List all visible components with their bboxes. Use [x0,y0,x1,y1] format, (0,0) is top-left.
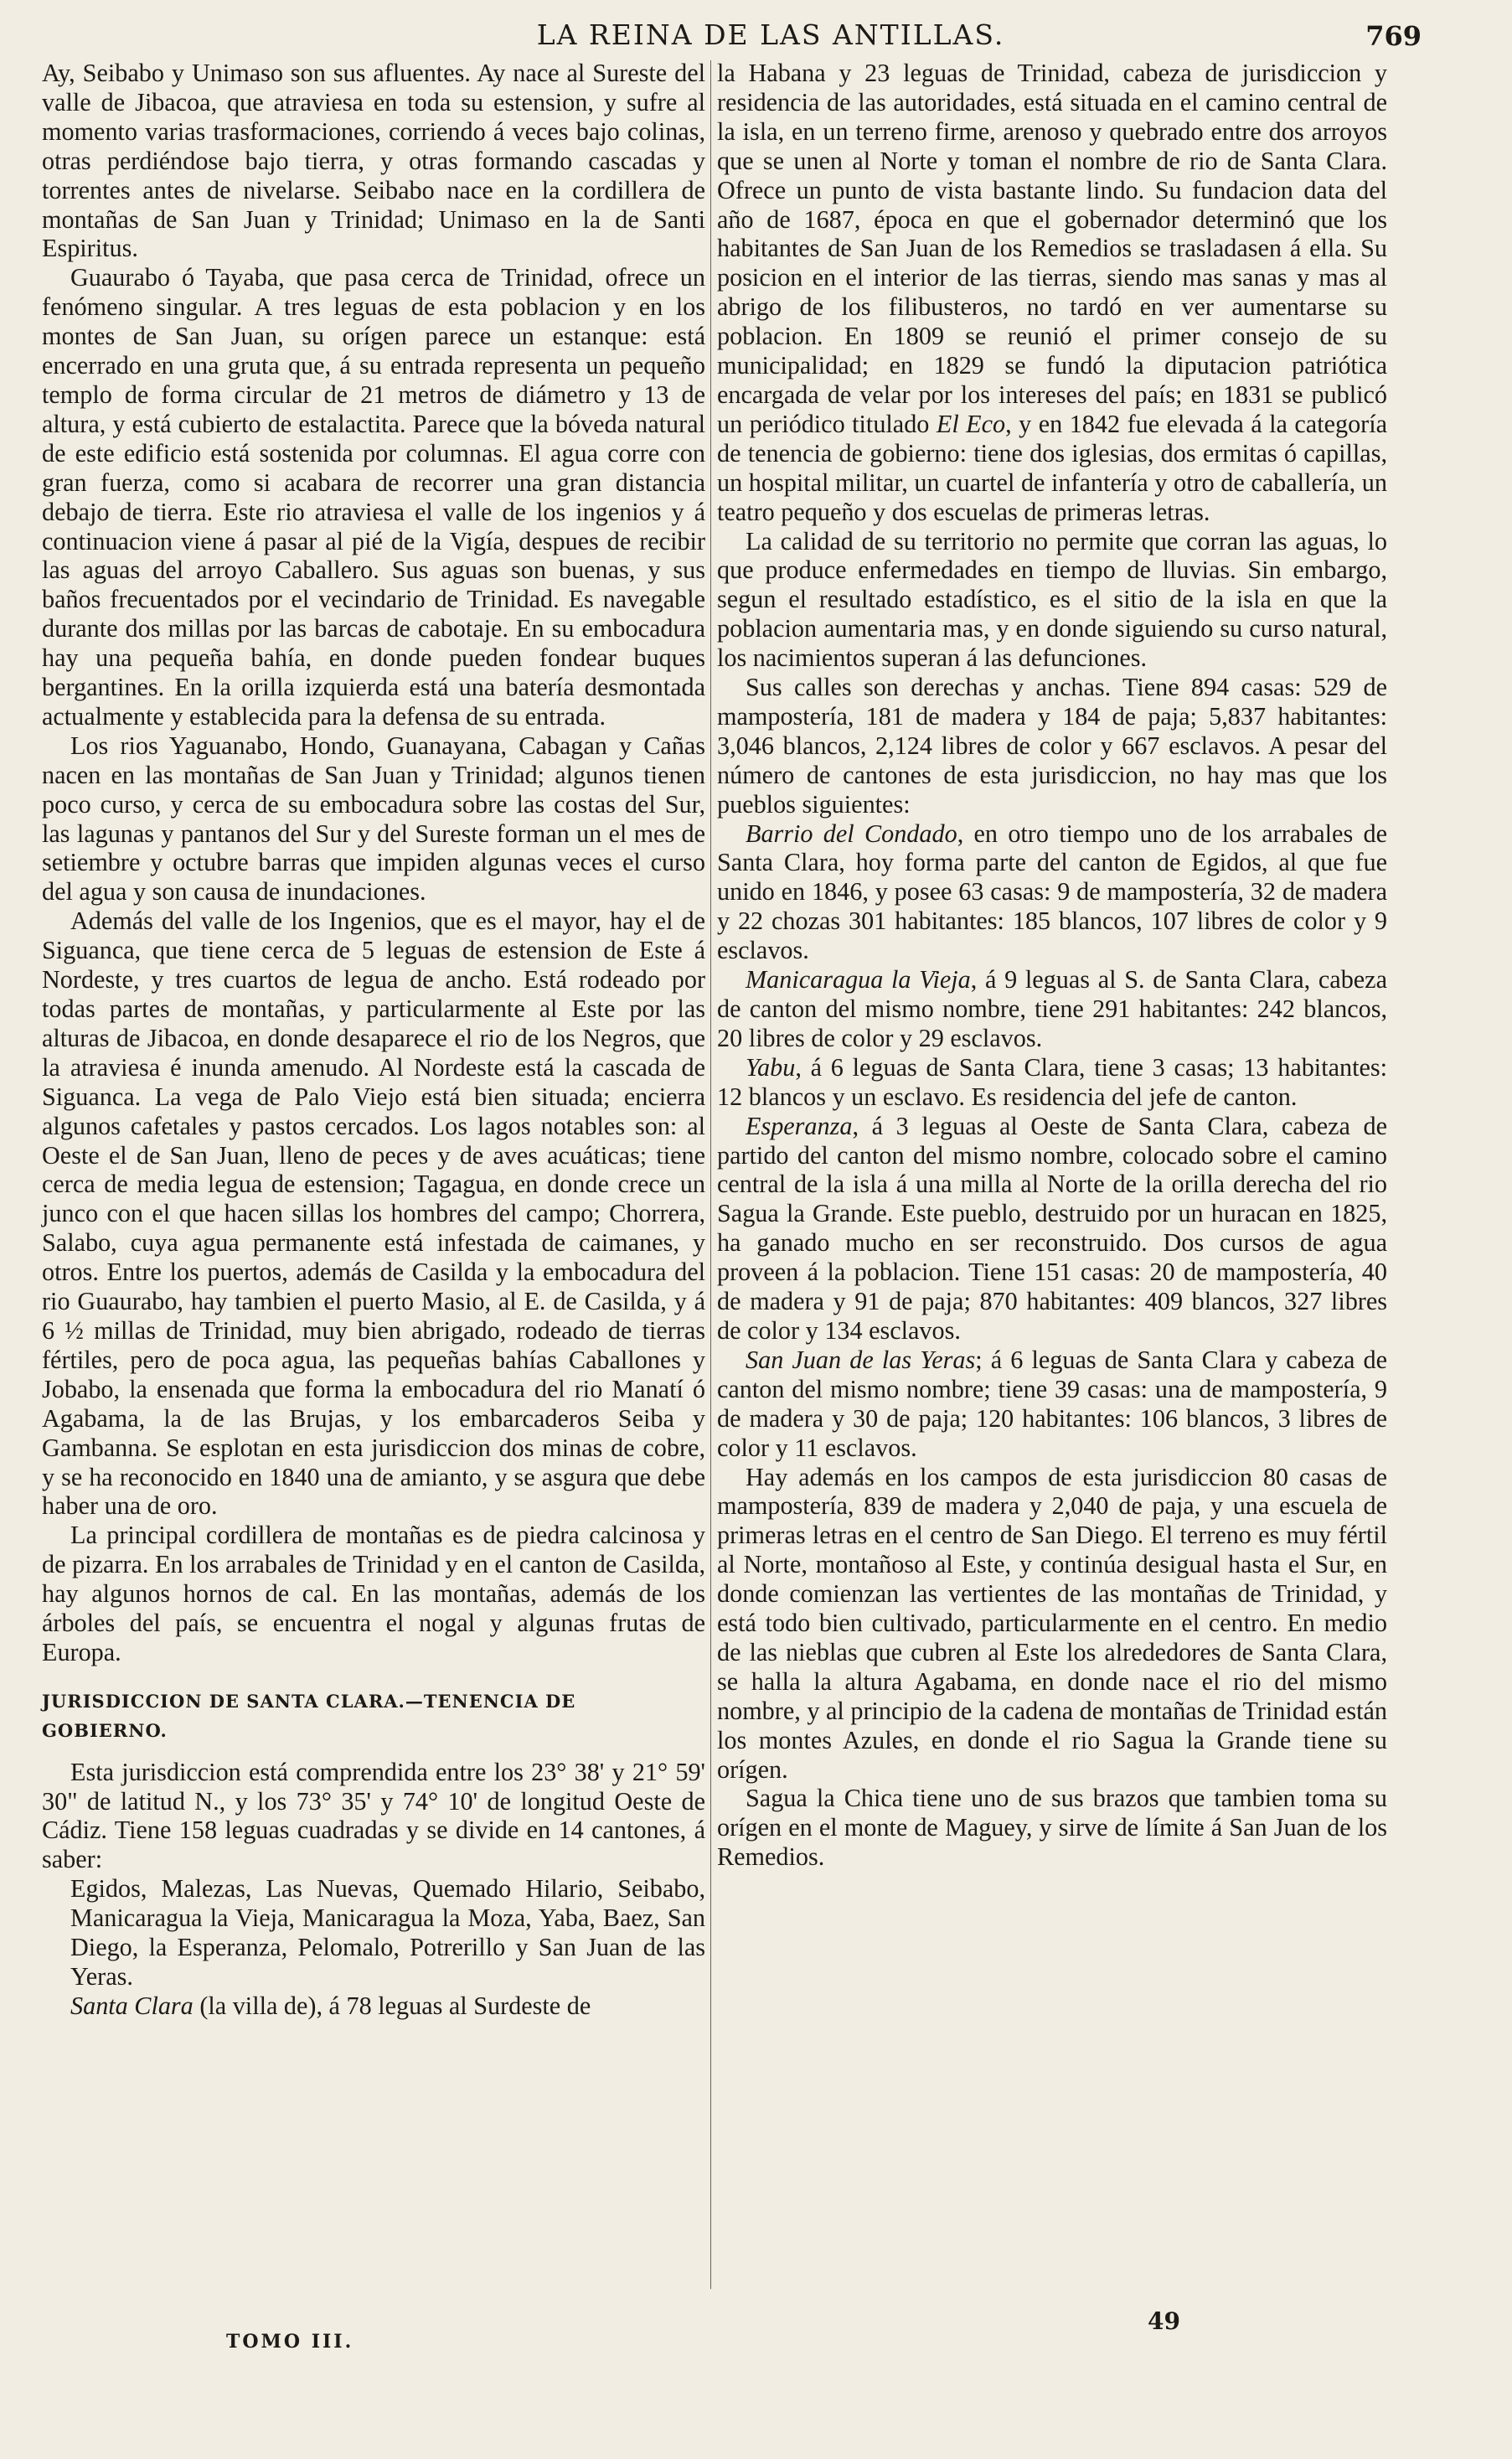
column-divider [710,60,711,2289]
left-column [42,59,705,2021]
paragraph-text: , y en 1842 fue elevada á la categoría de tenencia de gobierno: tiene dos iglesias, dos ermitas ó capillas, un hospital militar, un cuartel de infantería y otro de caballería, un teatro pequeño y dos escuelas de primeras letras. [717,409,1388,526]
paragraph: Además del valle de los Ingenios, que es el mayor, hay el de Siguanca, que tiene cerca de 5 leguas de estension de Este á Nordeste, y tres cuartos de legua de ancho. Está rodeado por todas partes de montañas, y particularmente al Este por las alturas de Jibacoa, en donde desaparece el rio de los Negros, que la atraviesa é inunda amenudo. Al Nordeste está la cascada de Siguanca. La vega de Palo Viejo está bien situada; encierra algunos cafetales y pastos cercados. Los lagos notables son: al Oeste el de San Juan, lleno de peces y de aves acuáticas; tiene cerca de media legua de estension; Tagagua, en donde crece un junco con el que hacen sillas los hombres del campo; Chorrera, Salabo, cuya agua permanente está infestada de caimanes, y otros. Entre los puertos, además de Casilda y la embocadura del rio Guaurabo, hay tambien el puerto Masio, al E. de Casilda, y á 6 ½ millas de Trinidad, muy bien abrigado, rodeado de tierras fértiles, pero de poca agua, las pequeñas bahías Caballones y Jobabo, la ensenada que forma la embocadura del rio Manatí ó Agabama, la de las Brujas, y los embarcaderos Seiba y Gambanna. Se esplotan en esta jurisdiccion dos minas de cobre, y se ha reconocido en 1840 una de amianto, y se asgura que debe haber una de oro. [42,907,705,1521]
paragraph-text: ; á 6 leguas de Santa Clara y cabeza de canton del mismo nombre; tiene 39 casas: una de mampostería, 9 de madera y 30 de paja; 120 habitantes: 106 blancos, 3 libres de color y 11 esclavos. [717,1345,1388,1462]
paragraph [717,1346,1387,1463]
paragraph: Ay, Seibabo y Unimaso son sus afluentes. Ay nace al Sureste del valle de Jibacoa, que atraviesa en toda su estension, y sufre al momento varias trasformaciones, corriendo á veces bajo colinas, otras perdiéndose bajo tierra, y otras formando cascadas y torrentes antes de nivelarse. Seibabo nace en la cordillera de montañas de San Juan y Trinidad; Unimaso en la de Santi Espiritus. [42,59,705,263]
place-name: Manicaragua la Vieja [746,965,971,994]
paragraph: Hay además en los campos de esta jurisdiccion 80 casas de mampostería, 839 de madera y 2,040 de paja, y una escuela de primeras letras en el centro de San Diego. El terreno es muy fértil al Norte, montañoso al Este, y continúa desigual hasta el Sur, en donde comienzan las vertientes de las montañas de Trinidad, y está todo bien cultivado, particularmente en el centro. En medio de las nieblas que cubren al Este los alrededores de Santa Clara, se halla la altura Agabama, en donde nace el rio del mismo nombre, y al principio de la cadena de montañas de Trinidad están los montes Azules, en donde el rio Sagua la Grande tiene su orígen. [717,1462,1387,1784]
paragraph: Los rios Yaguanabo, Hondo, Guanayana, Cabagan y Cañas nacen en las montañas de San Juan y Trinidad; algunos tienen poco curso, y cerca de su embocadura sobre las costas del Sur, las lagunas y pantanos del Sur y del Sureste forman un el mes de setiembre y octubre barras que impiden algunas veces el curso del agua y son causa de inundaciones. [42,731,705,907]
place-name: Barrio del Condado [746,819,957,848]
paragraph: La calidad de su territorio no permite que corran las aguas, lo que produce enfermedades en tiempo de lluvias. Sin embargo, segun el resultado estadístico, es el sitio de la isla en que la poblacion aumentaria mas, y en donde siguiendo su curso natural, los nacimientos superan á las defunciones. [717,526,1387,673]
canton-list: Egidos, Malezas, Las Nuevas, Quemado Hilario, Seibabo, Manicaragua la Vieja, Manicaragua la Moza, Yaba, Baez, San Diego, la Esperanza, Pelomalo, Potrerillo y San Juan de las Yeras. [70,1874,705,1991]
paragraph-text: la Habana y 23 leguas de Trinidad, cabeza de jurisdiccion y residencia de las autoridades, está situada en el camino central de la isla, en un terreno firme, arenoso y quebrado entre dos arroyos que se unen al Norte y toman el nombre de rio de Santa Clara. Ofrece un punto de vista bastante lindo. Su fundacion data del año de 1687, época en que el gobernador determinó que los habitantes de San Juan de los Remedios se trasladasen á ella. Su posicion en el interior de las tierras, siendo mas sanas y mas al abrigo de los filibusteros, no tardó en ver aumentarse su poblacion. En 1809 se reunió el primer consejo de su municipalidad; en 1829 se fundó la diputacion patriótica encargada de velar por los intereses del país; en 1831 se publicó un periódico titulado [717,59,1387,438]
paragraph-text: , en otro tiempo uno de los arrabales de Santa Clara, hoy forma parte del canton de Egidos, al que fue unido en 1846, y posee 63 casas: 9 de mampostería, 32 de madera y 22 chozas 301 habitantes: 185 blancos, 107 libres de color y 9 esclavos. [717,819,1387,965]
paragraph-text: , á 9 leguas al S. de Santa Clara, cabeza de canton del mismo nombre, tiene 291 habitantes: 242 blancos, 20 libres de color y 29 esclavos. [717,965,1387,1052]
place-name: Esperanza [746,1111,853,1140]
paragraph-text: , á 3 leguas al Oeste de Santa Clara, cabeza de partido del canton del mismo nombre, colocado sobre el camino central de la isla á una milla al Norte de la orilla derecha del rio Sagua la Grande. Este pueblo, destruido por un huracan en 1825, ha ganado mucho en ser reconstruido. Dos cursos de agua proveen á la poblacion. Tiene 151 casas: 20 de mampostería, 40 de madera y 91 de paja; 870 habitantes: 409 blancos, 327 libres de color y 134 esclavos. [717,1111,1387,1345]
paragraph [717,59,1387,527]
paragraph: Esta jurisdiccion está comprendida entre los 23° 38' y 21° 59' 30" de latitud N., y los 73° 35' y 74° 10' de longitud Oeste de Cádiz. Tiene 158 leguas cuadradas y se divide en 14 cantones, á saber: [42,1757,705,1874]
paragraph [717,1053,1387,1112]
running-head: LA REINA DE LAS ANTILLAS. [536,18,1005,51]
place-name: Santa Clara [70,1991,194,2020]
place-name: San Juan de las Yeras [746,1345,976,1374]
paragraph-text: (la villa de), á 78 leguas al Surdeste de [193,1991,591,2020]
paragraph-text: , á 6 leguas de Santa Clara, tiene 3 casas; 13 habitantes: 12 blancos y un esclavo. Es residencia del jefe de canton. [717,1052,1387,1111]
paragraph [717,1112,1387,1346]
section-heading: JURISDICCION DE SANTA CLARA.—TENENCIA DE GOBIERNO. [42,1690,576,1741]
paragraph [42,1991,705,2021]
page-number: 769 [1365,20,1422,52]
paragraph [717,965,1387,1053]
paragraph [717,819,1387,966]
sheet-number: 49 [1148,2307,1180,2335]
right-column [717,59,1387,1872]
paragraph: Sagua la Chica tiene uno de sus brazos que tambien toma su orígen en el monte de Maguey, y sirve de límite á San Juan de los Remedios. [717,1784,1387,1872]
paragraph: La principal cordillera de montañas es de piedra calcinosa y de pizarra. En los arrabales de Trinidad y en el canton de Casilda, hay algunos hornos de cal. En las montañas, además de los árboles del país, se encuentra el nogal y algunas frutas de Europa. [42,1521,705,1666]
paragraph: Guaurabo ó Tayaba, que pasa cerca de Trinidad, ofrece un fenómeno singular. A tres leguas de esta poblacion y en los montes de San Juan, su orígen parece un estanque: está encerrado en una gruta que, á su entrada representa un pequeño templo de forma circular de 21 metros de diámetro y 13 de altura, y está cubierto de estalactita. Parece que la bóveda natural de este edificio está sostenida por columnas. El agua corre con gran fuerza, como si acabara de recorrer una gran distancia debajo de tierra. Este rio atraviesa el valle de los ingenios y á continuacion viene á pasar al pié de la Vigía, despues de recibir las aguas del arroyo Caballero. Sus aguas son buenas, y sus baños frecuentados por el vecindario de Trinidad. Es navegable durante dos millas por las barcas de cabotaje. En su embocadura hay una pequeña bahía, en donde pueden fondear buques bergantines. En la orilla izquierda está una batería desmontada actualmente y establecida para la defensa de su entrada. [42,263,705,731]
place-name: Yabu [746,1052,796,1082]
volume-signature: TOMO III. [226,2331,354,2353]
periodical-title: El Eco [936,409,1006,438]
paragraph: Sus calles son derechas y anchas. Tiene 894 casas: 529 de mampostería, 181 de madera y 184 de paja; 5,837 habitantes: 3,046 blancos, 2,124 libres de color y 667 esclavos. A pesar del número de cantones de esta jurisdiccion, no hay mas que los pueblos siguientes: [717,673,1387,819]
